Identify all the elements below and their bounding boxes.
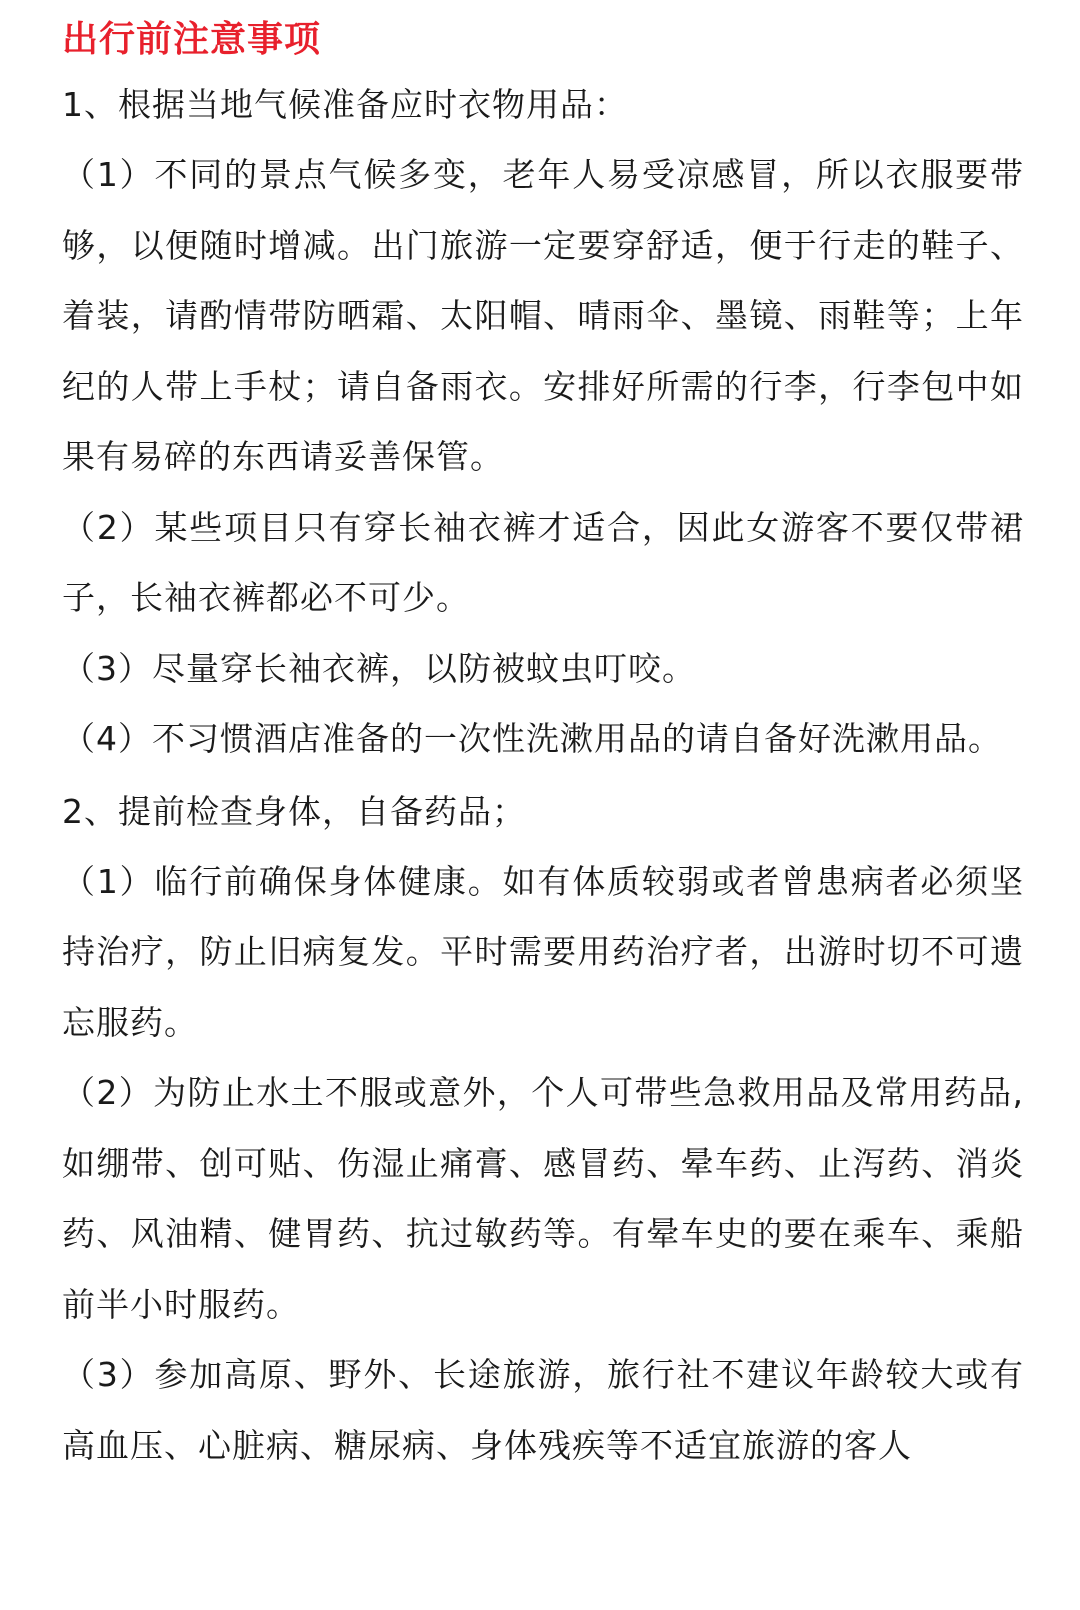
section-health: [62, 777, 1024, 1482]
list-item: （2）某些项目只有穿长袖衣裤才适合，因此女游客不要仅带裙子，长袖衣裤都必不可少。: [62, 507, 1024, 617]
list-item: （3）尽量穿长袖衣裤，以防被蚊虫叮咬。: [62, 648, 696, 688]
list-item: （2）为防止水土不服或意外，个人可带些急救用品及常用药品,如绷带、创可贴、伤湿止痛膏、感冒药、晕车药、止泻药、消炎药、风油精、健胃药、抗过敏药等。有晕车史的要在乘车、乘船前半小时服药。: [62, 1073, 1024, 1324]
section-heading: 2、提前检查身体，自备药品；: [62, 791, 526, 831]
list-item: （1）临行前确保身体健康。如有体质较弱或者曾患病者必须坚持治疗，防止旧病复发。平时需要用药治疗者，出游时切不可遗忘服药。: [62, 861, 1024, 1042]
section-clothing: [62, 70, 1024, 775]
article-title: 出行前注意事项: [62, 19, 322, 60]
list-item: （4）不习惯酒店准备的一次性洗漱用品的请自备好洗漱用品。: [62, 719, 1002, 758]
list-item: （1）不同的景点气候多变，老年人易受凉感冒，所以衣服要带够，以便随时增减。出门旅游一定要穿舒适，便于行走的鞋子、着装，请酌情带防晒霜、太阳帽、晴雨伞、墨镜、雨鞋等；上年纪的人带上手杖；请自备雨衣。安排好所需的行李，行李包中如果有易碎的东西请妥善保管。: [62, 155, 1024, 476]
section-heading: 1、根据当地气候准备应时衣物用品：: [62, 85, 628, 124]
list-item: （3）参加高原、野外、长途旅游，旅行社不建议年龄较大或有高血压、心脏病、糖尿病、身体残疾等不适宜旅游的客人: [62, 1355, 1024, 1465]
